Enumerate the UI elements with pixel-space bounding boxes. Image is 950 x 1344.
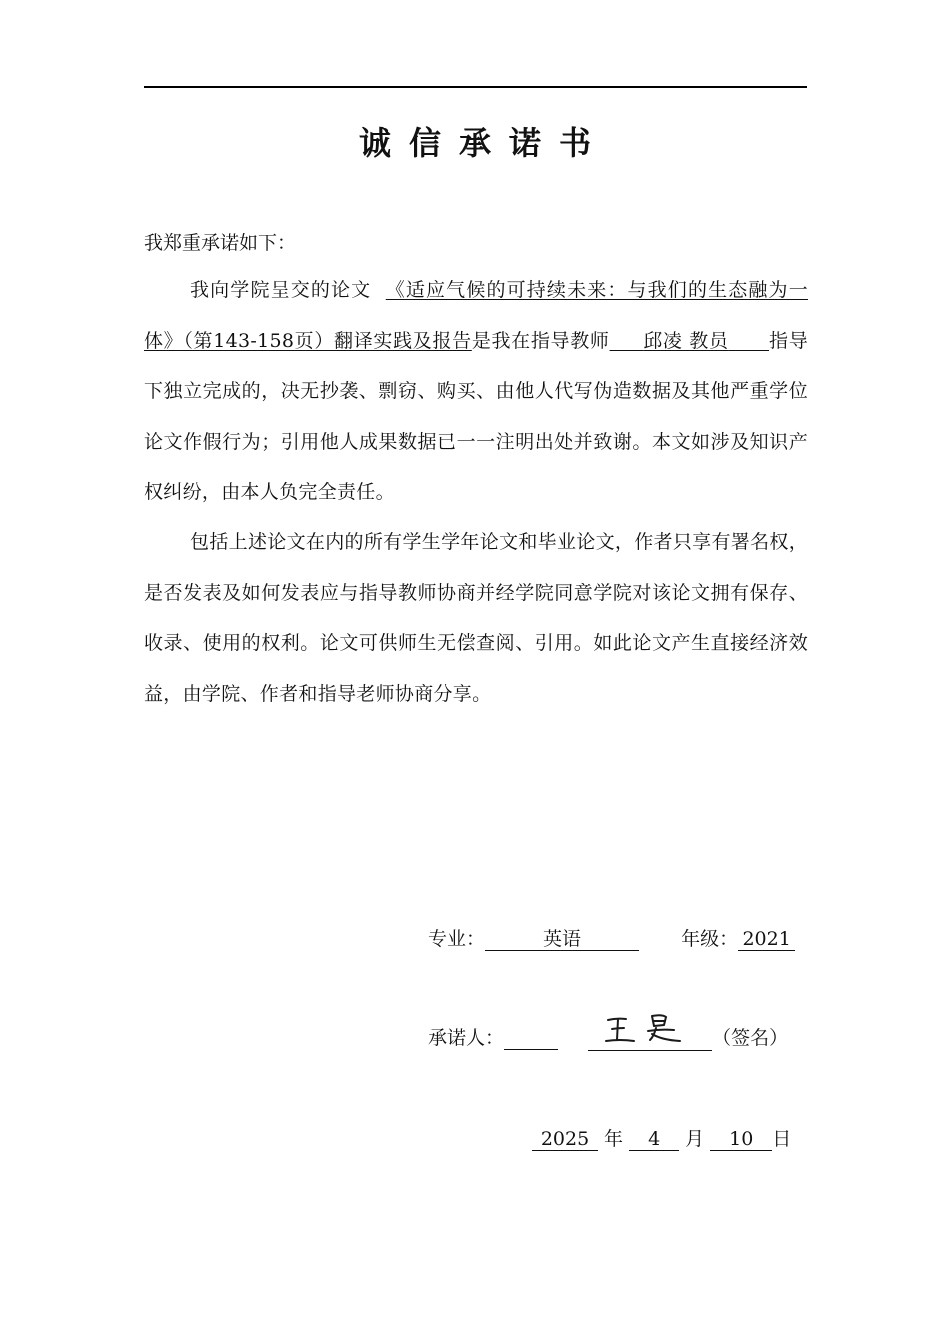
day-value: 10 <box>729 1128 754 1150</box>
page-title: 诚信承诺书 <box>358 124 609 162</box>
handwritten-signature <box>600 1010 700 1050</box>
year-unit: 年 <box>604 1128 624 1150</box>
para1-lead: 我向学院呈交的论文 <box>190 279 372 301</box>
para1-mid: 是我在指导教师 <box>471 329 610 352</box>
intro-line: 我郑重承诺如下： <box>144 232 297 254</box>
advisor-name: 邱凌 教员 <box>643 329 729 352</box>
major-value: 英语 <box>543 928 582 950</box>
signature-note: （签名） <box>712 1027 789 1049</box>
advisor-pad-left <box>610 330 644 352</box>
major-label: 专业： <box>428 928 486 950</box>
grade-value: 2021 <box>742 928 791 950</box>
year-field <box>532 1128 598 1151</box>
grade-field <box>738 928 795 951</box>
signature-field <box>588 1010 712 1051</box>
promiser-blank-left <box>504 1027 558 1050</box>
promiser-row <box>428 1010 788 1051</box>
grade-label: 年级： <box>681 928 739 950</box>
para1-rest: 指导下独立完成的，决无抄袭、剽窃、购买、由他人代写伪造数据及其他严重学位论文作假行为；引用他人成果数据已一一注明出处并致谢。本文如涉及知识产权纠纷，由本人负完全责任。 <box>144 329 808 503</box>
paragraph-rights: 包括上述论文在内的所有学生学年论文和毕业论文，作者只享有署名权，是否发表及如何发表应与指导教师协商并经学院同意学院对该论文拥有保存、收录、使用的权利。论文可供师生无偿查阅、引用。如此论文产生直接经济效益，由学院、作者和指导老师协商分享。 <box>144 531 808 705</box>
thesis-title: 《适应气候的可持续未来：与我们的生态融为一体》（第143-158页）翻译实践及报告 <box>144 279 809 352</box>
promiser-label: 承诺人： <box>428 1027 505 1049</box>
month-value: 4 <box>648 1128 661 1150</box>
month-unit: 月 <box>685 1128 705 1150</box>
paragraph-commitment <box>144 265 808 518</box>
header-rule <box>144 86 807 88</box>
year-value: 2025 <box>540 1128 590 1150</box>
major-field <box>485 928 639 951</box>
date-row <box>532 1124 791 1151</box>
advisor-pad-right <box>729 330 769 352</box>
day-field <box>710 1128 772 1151</box>
day-unit: 日 <box>772 1128 792 1150</box>
major-grade-row <box>428 924 795 951</box>
month-field <box>629 1128 679 1151</box>
